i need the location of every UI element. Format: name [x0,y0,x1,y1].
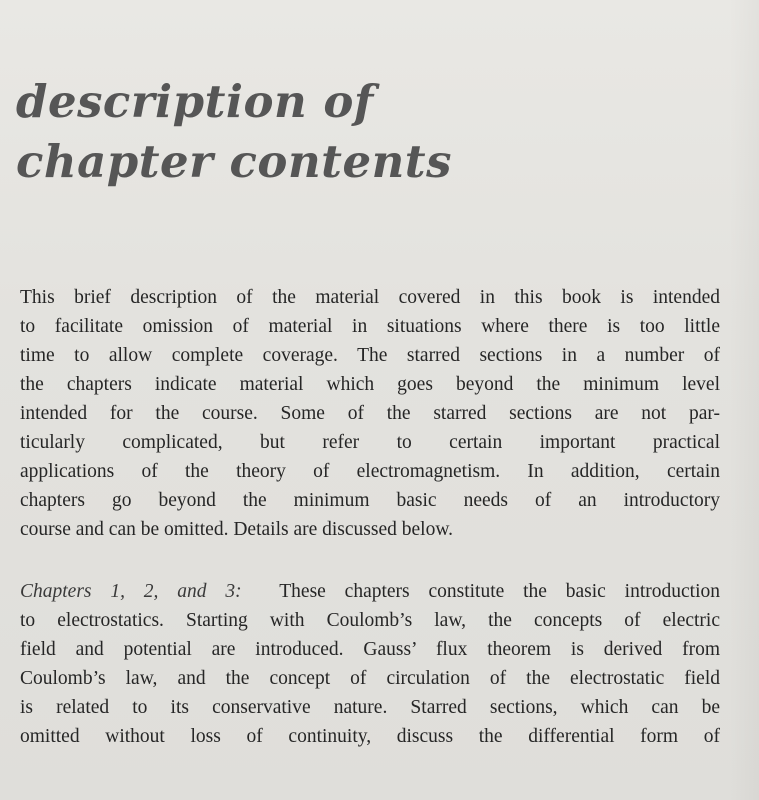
page-title-line-2: chapter contents [16,135,452,188]
intro-line: ticularly complicated, but refer to certain important practical [20,432,720,453]
chapters-1-2-3-paragraph [20,577,720,751]
intro-line: intended for the course. Some of the starred sections are not par- [20,403,720,424]
page-title [16,72,452,192]
page-title-line-1: description of [16,75,374,128]
intro-line: chapters go beyond the minimum basic needs of an introductory [20,490,720,511]
section-first-line [20,577,720,606]
chapters-heading-label: Chapters 1, 2, and 3: [20,581,242,602]
intro-line: This brief description of the material covered in this book is intended [20,287,720,308]
section-line: Coulomb’s law, and the concept of circulation of the electrostatic field [20,668,720,689]
section-first-line-text: These chapters constitute the basic introduction [279,581,720,602]
intro-line: applications of the theory of electromagnetism. In addition, certain [20,461,720,482]
section-line: omitted without loss of continuity, discuss the differential form of [20,726,720,747]
intro-line: course and can be omitted. Details are discussed below. [20,519,454,540]
section-line: is related to its conservative nature. Starred sections, which can be [20,697,720,718]
intro-line: time to allow complete coverage. The starred sections in a number of [20,345,720,366]
intro-line: to facilitate omission of material in situations where there is too little [20,316,720,337]
intro-line: the chapters indicate material which goes beyond the minimum level [20,374,720,395]
section-line: to electrostatics. Starting with Coulomb’s law, the concepts of electric [20,610,720,631]
intro-paragraph [20,283,720,544]
page-edge-shadow [729,0,759,800]
section-line: field and potential are introduced. Gauss’ flux theorem is derived from [20,639,720,660]
